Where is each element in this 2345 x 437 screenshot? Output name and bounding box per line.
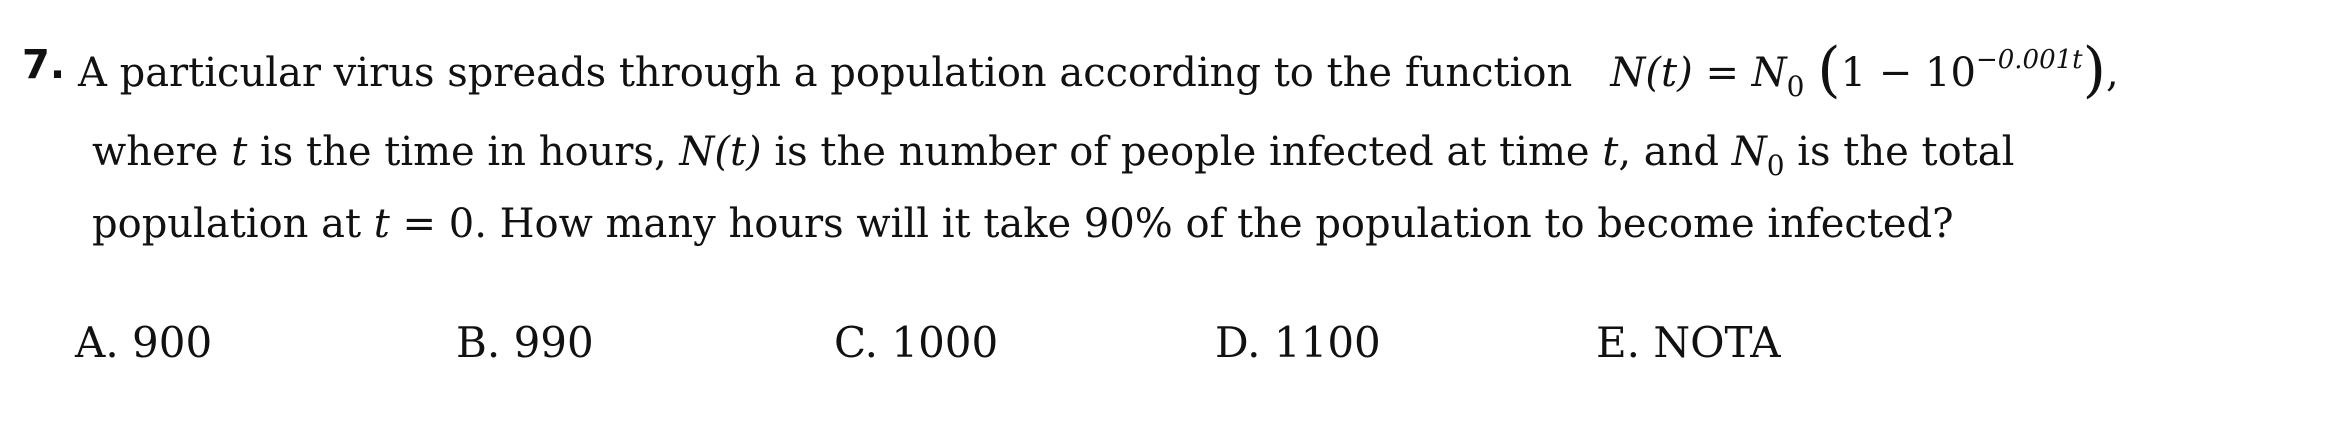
choice-d-label: D. <box>1215 318 1261 367</box>
line2-part3: is the number of people infected at time <box>761 129 1603 175</box>
choice-a <box>75 318 212 367</box>
choice-b-value: 990 <box>513 318 594 367</box>
question-line-1 <box>78 35 2119 105</box>
question-intro-text: A particular virus spreads through a population according to the function <box>78 50 1573 96</box>
line3-part2: = 0. How many hours will it take 90% of the population to become infected? <box>389 201 1954 247</box>
line2-n0-subscript: 0 <box>1766 149 1785 182</box>
line2-nt: N(t) <box>679 129 762 175</box>
formula-equals: = <box>1705 50 1739 96</box>
choice-a-value: 900 <box>132 318 213 367</box>
line2-n0: N <box>1731 129 1767 175</box>
choice-b <box>456 318 594 367</box>
formula-exponent: −0.001t <box>1975 45 2083 75</box>
line2-t-variable-2: t <box>1602 129 1619 175</box>
choice-d-value: 1100 <box>1273 318 1381 367</box>
formula-one-minus-base: 1 − 10 <box>1840 50 1976 96</box>
choice-c-value: 1000 <box>891 318 999 367</box>
choice-b-label: B. <box>456 318 501 367</box>
line2-part4: , and <box>1618 129 1732 175</box>
choice-a-label: A. <box>75 318 119 367</box>
formula-close-paren: ) <box>2082 35 2107 105</box>
formula-n-subscript: 0 <box>1786 70 1805 103</box>
cut-off-next-line <box>92 428 1242 437</box>
line2-part5: is the total <box>1784 129 2015 175</box>
line3-t-variable: t <box>373 201 390 247</box>
line2-part1: where <box>92 129 232 175</box>
question-number: 7. <box>22 42 66 88</box>
question-line-2 <box>92 128 2015 182</box>
choice-e <box>1596 318 1781 367</box>
choice-d <box>1215 318 1381 367</box>
line3-part1: population at <box>92 201 374 247</box>
formula-lhs: N(t) <box>1610 50 1693 96</box>
line2-t-variable: t <box>231 129 248 175</box>
choice-c-label: C. <box>834 318 878 367</box>
formula-trailing-comma: , <box>2106 50 2119 96</box>
question-line-3 <box>92 200 1954 248</box>
choice-e-value: NOTA <box>1653 318 1781 367</box>
choice-e-label: E. <box>1596 318 1641 367</box>
formula-open-paren: ( <box>1817 35 1841 105</box>
line2-part2: is the time in hours, <box>247 129 680 175</box>
choice-c <box>834 318 998 367</box>
formula-n: N <box>1751 50 1787 96</box>
